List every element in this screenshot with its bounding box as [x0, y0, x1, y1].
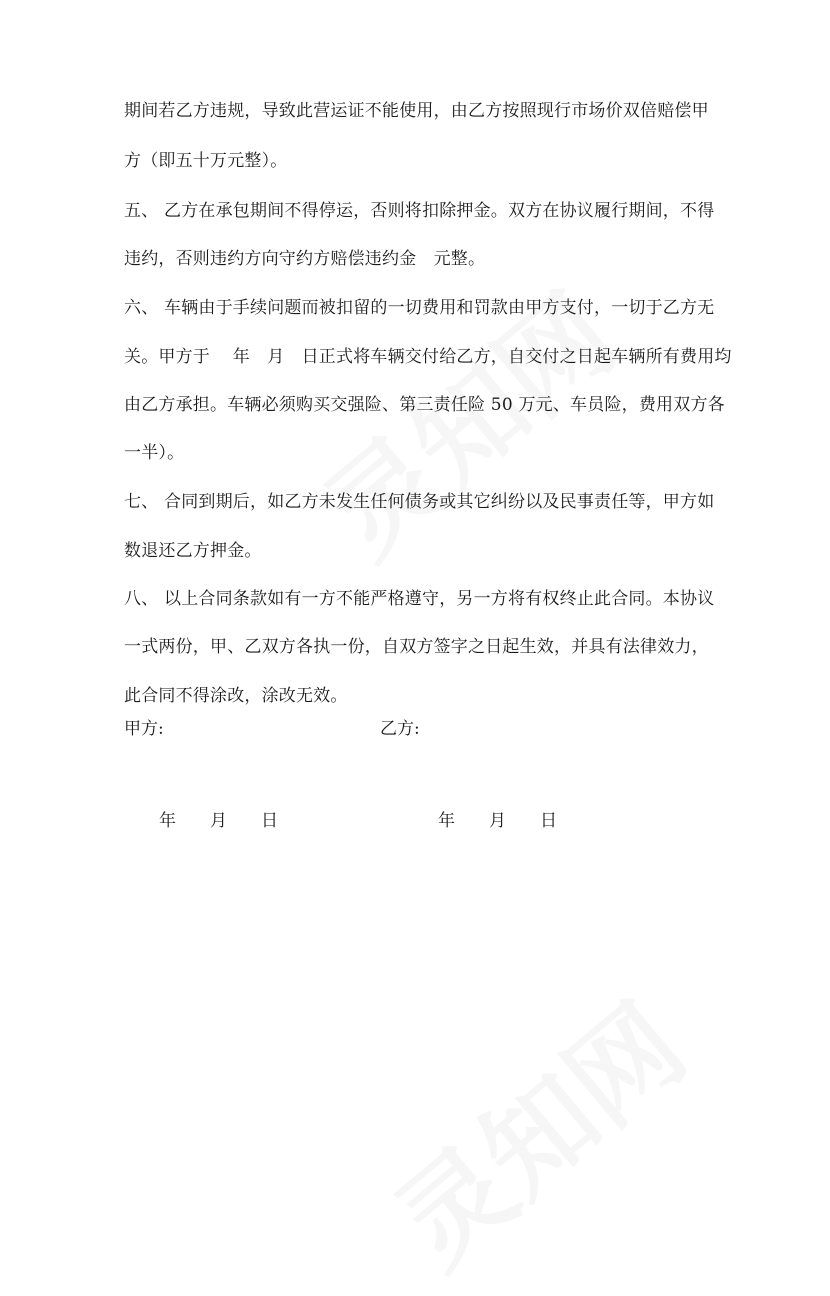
watermark-bottom — [358, 962, 712, 1295]
clause-6-line-1: 六、 车辆由于手续问题而被扣留的一切费用和罚款由甲方支付，一切于乙方无 — [124, 298, 715, 318]
clause-8-line-1: 八、 以上合同条款如有一方不能严格遵守，另一方将有权终止此合同。本协议 — [124, 589, 715, 609]
party-b-label: 乙方: — [380, 719, 420, 739]
party-a-date: 年 月 日 — [159, 811, 278, 831]
party-b-date: 年 月 日 — [438, 811, 557, 831]
clause-7-line-1: 七、 合同到期后，如乙方未发生任何债务或其它纠纷以及民事责任等，甲方如 — [124, 492, 715, 512]
clause-6-line-2: 关。甲方于 年 月 日正式将车辆交付给乙方，自交付之日起车辆所有费用均 — [124, 347, 732, 367]
clause-5-line-2: 违约，否则违约方向守约方赔偿违约金 元整。 — [124, 249, 486, 269]
party-a-label: 甲方: — [124, 719, 164, 739]
clause-8-line-3: 此合同不得涂改，涂改无效。 — [124, 686, 348, 706]
contract-line-2: 方（即五十万元整）。 — [124, 151, 288, 171]
clause-8-line-2: 一式两份，甲、乙双方各执一份，自双方签字之日起生效，并具有法律效力， — [124, 637, 709, 657]
clause-5-line-1: 五、 乙方在承包期间不得停运，否则将扣除押金。双方在协议履行期间，不得 — [124, 201, 715, 221]
clause-7-line-2: 数退还乙方押金。 — [124, 541, 262, 561]
clause-6-line-3: 由乙方承担。车辆必须购买交强险、第三责任险 50 万元、车员险，费用双方各 — [124, 395, 725, 415]
clause-6-line-4: 一半）。 — [124, 443, 185, 463]
contract-line-1: 期间若乙方违规，导致此营运证不能使用，由乙方按照现行市场价双倍赔偿甲 — [124, 101, 709, 121]
